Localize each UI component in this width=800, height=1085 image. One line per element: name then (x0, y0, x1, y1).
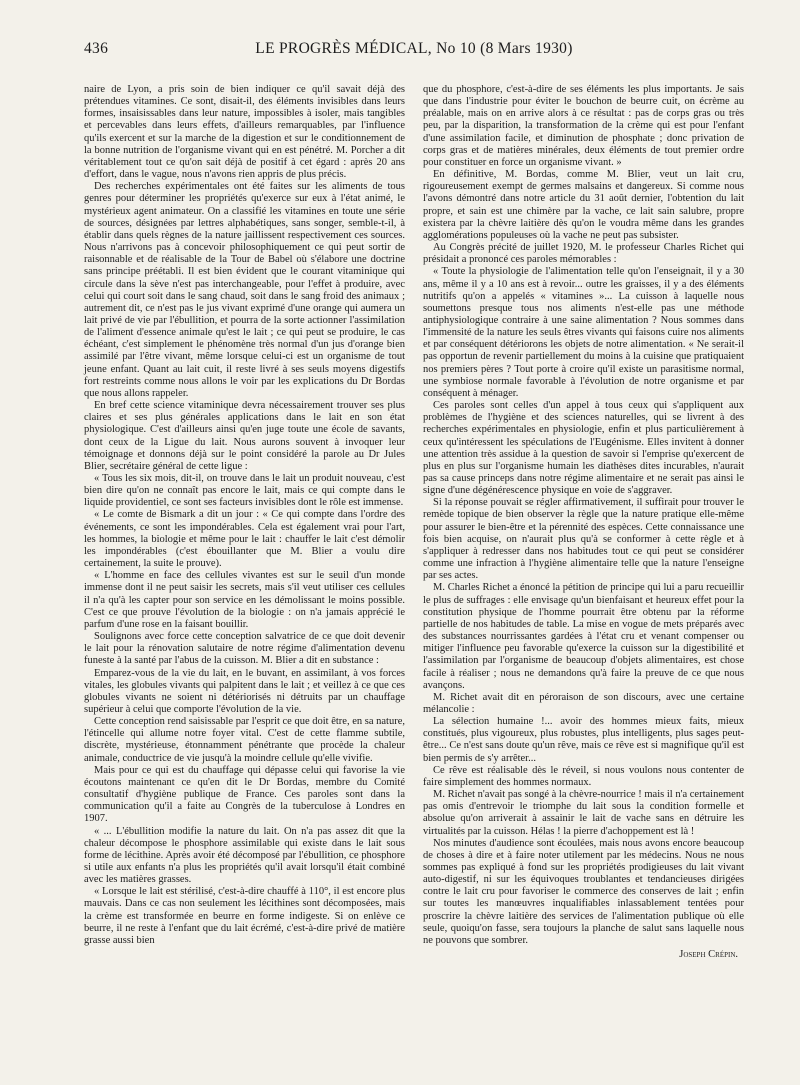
paragraph: Au Congrès précité de juillet 1920, M. le professeur Charles Richet qui présidait a prononcé ces paroles mémorables : (423, 242, 744, 266)
paragraph: Soulignons avec force cette conception salvatrice de ce que doit devenir le lait pour la rénovation salutaire de notre régime d'alimentation devenu funeste à la santé par l'abus de la cuisson. M. Blier a dit en substance : (84, 631, 405, 667)
paragraph: « Le comte de Bismark a dit un jour : « Ce qui compte dans l'ordre des événements, ce sont les impondérables. Cela est également vrai pour l'art, les hommes, la biologie et même pour le lait : chauffer le lait c'est démolir les impondérables (c'est ébouillanter que M. Blier a voulu dire certainement, la suite le prouve). (84, 509, 405, 570)
right-column (423, 84, 744, 961)
text-columns (84, 84, 744, 961)
author-signature (423, 949, 744, 961)
paragraph: « Toute la physiologie de l'alimentation telle qu'on l'enseignait, il y a 30 ans, même il y a 10 ans est à revoir... outre les graisses, il y a des éléments nutritifs qu'on a appelés « vitamines »... La cuisson à laquelle nous soumettons presque tous nos aliments n'est-elle pas une méthode antiphysiologique contraire à une saine alimentation ? Nous sommes dans l'immensité de la nature les seuls êtres vivants qui faisons cuire nos aliments et par conséquent détériorons les objets de notre alimentation. « Ne serait-il pas opportun de revenir partiellement du moins à la cuisine que pratiquaient nos premiers pères ? Tout porte à croire qu'il existe un parasitisme normal, une symbiose normale favorable à l'évolution de notre organisme et par conséquent à ménager. (423, 266, 744, 399)
paragraph: Mais pour ce qui est du chauffage qui dépasse celui qui favorise la vie écoutons maintenant ce qu'en dit le Dr Bordas, membre du Comité consultatif d'hygiène publique de France. Ces paroles sont dans la communication qu'il a faite au Congrès de la tuberculose à Londres en 1907. (84, 764, 405, 825)
paragraph: Cette conception rend saisissable par l'esprit ce que doit être, en sa nature, l'étincelle qui allume notre foyer vital. C'est de cette flamme subtile, discrète, mystérieuse, étonnamment pénétrante que procède la chaleur animale, conductrice de vie jusqu'à la moindre cellule qu'elle vivifie. (84, 716, 405, 764)
paragraph: La sélection humaine !... avoir des hommes mieux faits, mieux constitués, plus vigoureux, plus robustes, plus intelligents, plus sages peut-être... Ce n'est sans doute qu'un rêve, mais ce rêve est si magnifique qu'il est bien permis de s'y arrêter... (423, 716, 744, 764)
author-first-name: Joseph (679, 949, 706, 961)
paragraph: M. Richet n'avait pas songé à la chèvre-nourrice ! mais il n'a certainement pas omis d'entrevoir le triomphe du lait sous la condition formelle et absolue qu'on arriverait à assainir le lait de vache sans en détruire les virtualités par la cuisson. Hélas ! la pierre d'achoppement est là ! (423, 789, 744, 837)
paragraph: Des recherches expérimentales ont été faites sur les aliments de tous genres pour déterminer les propriétés qu'exerce sur eux à l'état animé, le mystérieux agent animateur. On a classifié les vitamines en toute une série de sources, désignées par lettres alphabétiques, sans songer, semble-t-il, à établir dans quels règnes de la nature jaillissent respectivement ces sources. Nous n'arrivons pas à concevoir philosophiquement ce qui peut sortir de raisonnable et de réalisable de la Tour de Babel où s'élabore une doctrine sans principe préétabli. Il est bien évident que le courant vitaminique qui circule dans la sève n'est pas interchangeable, pour l'effet à produire, avec celui qui court soit dans le sang chaud, soit dans le sang froid des animaux ; autrement dit, ce n'est pas le jus vivant exprimé d'une orange qui aumera un lait privé de vie par l'ébullition, et pourra de la sorte actionner l'assimilation de l'aliment d'essence animale qu'est le lait ; ce qui peut se produire, le cas échéant, c'est simplement le phénomène très normal d'un jus d'orange bien assimilé par l'être vivant, même lorsque celui-ci est un organisme de tout jeune enfant. Quant au lait cuit, il reste livré à ses seuls moyens digestifs fort restreints comme nous allons le voir par les explications du Dr Bordas que nous allons rappeler. (84, 181, 405, 399)
running-title: LE PROGRÈS MÉDICAL, No 10 (8 Mars 1930) (255, 40, 573, 57)
paragraph: Nos minutes d'audience sont écoulées, mais nous avons encore beaucoup de choses à dire et à faire noter utilement par les médecins. Nous ne nous sommes pas expliqué à fond sur les propriétés prodigieuses du lait vivant auto-digestif, ni sur les équivoques troublantes et tendancieuses dirigées contre le lait cru pour favoriser le commerce des conserves de lait ; enfin sur toutes les manœuvres inqualifiables inlassablement tentées pour proscrire la chèvre laitière des services de l'alimentation publique où elle seule, quoiqu'on fasse, sera toujours la planche de salut sans laquelle nous ne pouvons que sombrer. (423, 837, 744, 946)
paragraph: « Tous les six mois, dit-il, on trouve dans le lait un produit nouveau, c'est bien dire qu'on ne connaît pas encore le lait, mais ce qui compte dans le liquide providentiel, ce sont ses facteurs invisibles dont le rôle est immense. (84, 473, 405, 509)
paragraph: En bref cette science vitaminique devra nécessairement trouver ses plus claires et ses plus générales applications dans le lait en son état physiologique. C'est d'ailleurs ainsi qu'en juge toute une école de savants, dont ceux de la Ligue du lait. Nous aurons souvent à invoquer leur témoignage et donnons déjà sur le point considéré la parole au Dr Jules Blier, secrétaire général de cette ligue : (84, 400, 405, 472)
paragraph: M. Richet avait dit en péroraison de son discours, avec une certaine mélancolie : (423, 691, 744, 715)
paragraph: Emparez-vous de la vie du lait, en le buvant, en assimilant, à vos forces vitales, les globules vivants qui palpitent dans le lait ; et veillez à ce que ces globules vivants ne soient ni détériorisés ni détruits par un chauffage supérieur à celui que comporte l'évolution de la vie. (84, 667, 405, 715)
paragraph: naire de Lyon, a pris soin de bien indiquer ce qu'il savait déjà des prétendues vitamines. Ce sont, disait-il, des éléments invisibles dans leurs formes, insaisissables dans leur nature, impossibles à isoler, mais tangibles et percevables dans leurs effets, d'ailleurs remarquables, par l'influence qu'ils exercent et sur la marche de la digestion et sur le conditionnement de la bonne nutrition de l'organisme vivant qui en est pénétré. M. Porcher a dit véritablement tout ce qu'on sait déjà de positif à cet égard : après 20 ans d'effort, dans le vague, nous n'avons rien appris de plus précis. (84, 84, 405, 181)
paragraph: M. Charles Richet a énoncé la pétition de principe qui lui a paru recueillir le plus de suffrages : elle envisage qu'un bienfaisant et heureux effet pour la constitution physique de l'homme pourrait être obtenu par la réforme partielle de nos habitudes de table. La mise en vogue de mets préparés avec des substances nourrissantes gardées à l'état cru et venant compenser ou mitiger l'influence peu favorable qu'exerce la cuisson sur la digestibilité et l'assimilation par l'organisme de beaucoup d'objets alimentaires, est chose facile à réaliser ; nous ne demandons qu'à faire la preuve de ce que nous avançons. (423, 582, 744, 691)
paragraph: Si la réponse pouvait se régler affirmativement, il suffirait pour trouver le remède topique de bien observer la règle que la nature pratique elle-même pour assurer le bien-être et la pérennité des espèces. Cette connaissance une fois bien acquise, on n'aurait plus qu'à se conformer à cette règle et à s'appliquer à redresser dans nos habitudes tout ce qui peut se considérer comme une infraction à l'hygiène alimentaire telle que la nature l'enseigne par ses actes. (423, 497, 744, 582)
paragraph: « ... L'ébullition modifie la nature du lait. On n'a pas assez dit que la chaleur décompose le phosphore assimilable qui existe dans le lait sous forme de lécithine. Après avoir été décomposé par l'ébullition, ce phosphore si utile aux enfants n'a plus les propriétés qu'il avait lorsqu'il était combiné avec les matières grasses. (84, 825, 405, 886)
paragraph: « L'homme en face des cellules vivantes est sur le seuil d'un monde immense dont il ne peut saisir les secrets, mais s'il veut utiliser ces cellules il n'a qu'à les capter pour son service en les démolissant le moins possible. C'est ce que prouve l'évolution de la biologie : on n'a jamais apprécié le parfum d'une rose en la faisant bouillir. (84, 570, 405, 630)
paragraph: « Lorsque le lait est stérilisé, c'est-à-dire chauffé à 110°, il est encore plus mauvais. Dans ce cas non seulement les lécithines sont décomposées, mais la crème est transformée en beurre en forme indigeste. Si on enlève ce beurre, il ne reste à l'enfant que du lait écrémé, c'est-à-dire privé de matière grasse aussi bien (84, 886, 405, 946)
paragraph: Ces paroles sont celles d'un appel à tous ceux qui s'appliquent aux problèmes de l'hygiène et des sciences naturelles, qui se livrent à des recherches expérimentales en physiologie, enfin et plus particulièrement à ceux qu'intéressent les spéculations de l'Eugénisme. Elles invitent à donner une attention très assidue à la question de savoir si l'emprise qu'exercent de plus en plus sur l'organisme humain les diathèses dites incurables, n'aurait pas sa cause princeps dans notre régime alimentaire et ne serait pas ainsi le signe d'une dégénérescence physique en voie de s'aggraver. (423, 400, 744, 497)
paragraph: que du phosphore, c'est-à-dire de ses éléments les plus importants. Je sais que dans l'industrie pour éviter le bouchon de beurre cuit, on écrème au préalable, mais on en arrive alors à ce résultat : pas de corps gras ou très peu, par la disparition, la transformation de la crème qui est pour l'enfant d'une assimilation facile, et diminution de phosphate ; donc privation de corps gras et de matières minérales, deux éléments de tout premier ordre pour constituer en force un organisme vivant. » (423, 84, 744, 168)
author-last-name: Crépin. (708, 949, 738, 961)
page-number: 436 (84, 40, 109, 57)
page-header (84, 40, 744, 62)
paragraph: Ce rêve est réalisable dès le réveil, si nous voulons nous contenter de faire simplement des hommes normaux. (423, 764, 744, 788)
paragraph: En définitive, M. Bordas, comme M. Blier, veut un lait cru, rigoureusement exempt de germes malsains et dangereux. Si comme nous l'avons démontré dans notre article du 31 août dernier, l'obtention du lait propre, et sain est une chimère par la vache, ce lait sain salubre, propre existera par la chèvre laitière dès qu'on le voudra même dans les grandes agglomérations populeuses où la vache ne peut pas subsister. (423, 169, 744, 241)
left-column (84, 84, 405, 961)
